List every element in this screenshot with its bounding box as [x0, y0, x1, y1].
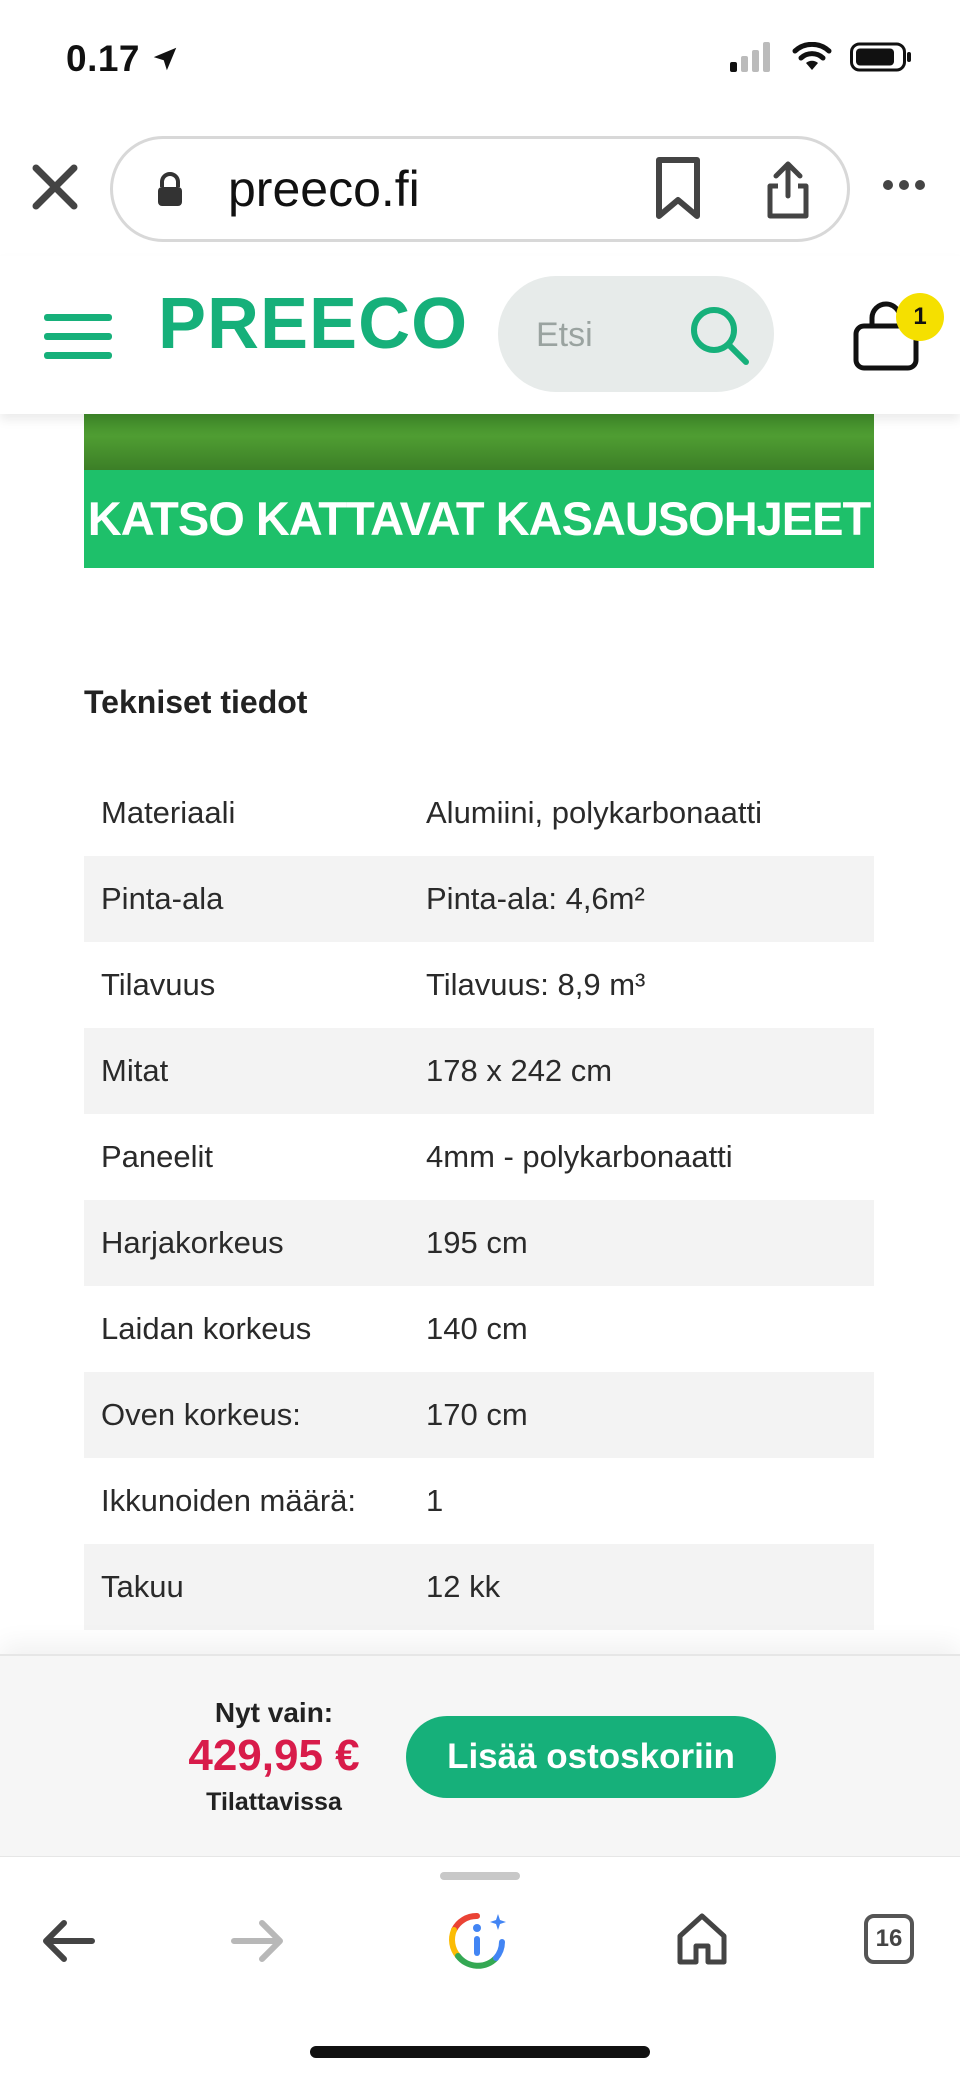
- status-time: [66, 38, 180, 80]
- spec-value: 4mm - polykarbonaatti: [426, 1139, 733, 1174]
- table-row: [84, 1286, 874, 1372]
- more-icon[interactable]: [880, 170, 928, 200]
- menu-icon[interactable]: [44, 312, 112, 362]
- spec-value: 195 cm: [426, 1225, 528, 1260]
- spec-label: Harjakorkeus: [101, 1225, 284, 1260]
- forward-arrow-icon[interactable]: [228, 1916, 288, 1966]
- table-row: [84, 856, 874, 942]
- wifi-icon: [792, 42, 832, 72]
- spec-value: Pinta-ala: 4,6m²: [426, 881, 645, 916]
- home-icon[interactable]: [674, 1910, 730, 1966]
- spec-label: Oven korkeus:: [101, 1397, 301, 1432]
- spec-value: 1: [426, 1483, 444, 1518]
- google-lens-icon[interactable]: [444, 1908, 510, 1974]
- spec-title: Tekniset tiedot: [84, 684, 308, 720]
- search-icon[interactable]: [688, 304, 752, 368]
- cart-count-badge: 1: [896, 293, 944, 341]
- spec-value: 170 cm: [426, 1397, 528, 1432]
- site-header: [0, 256, 960, 414]
- location-arrow-icon: [150, 44, 180, 74]
- toolbar-grabber[interactable]: [440, 1872, 520, 1880]
- spec-label: Mitat: [101, 1053, 169, 1088]
- site-logo[interactable]: PREECO: [158, 284, 469, 364]
- table-row: [84, 942, 874, 1028]
- spec-label: Takuu: [101, 1569, 184, 1604]
- table-row: [84, 1028, 874, 1114]
- spec-table: [84, 770, 874, 1630]
- table-row: [84, 1200, 874, 1286]
- spec-value: Tilavuus: 8,9 m³: [426, 967, 646, 1002]
- signal-icon: [730, 42, 774, 72]
- bookmark-icon[interactable]: [654, 156, 702, 220]
- price-prefix: Nyt vain:: [214, 1697, 334, 1728]
- search-placeholder[interactable]: Etsi: [536, 316, 593, 354]
- table-row: [84, 1372, 874, 1458]
- spec-label: Laidan korkeus: [101, 1311, 312, 1346]
- price: 429,95 €: [188, 1731, 360, 1780]
- spec-label: Pinta-ala: [101, 881, 224, 916]
- share-icon[interactable]: [764, 160, 812, 220]
- spec-label: Tilavuus: [101, 967, 216, 1002]
- table-row: [84, 1544, 874, 1630]
- home-indicator[interactable]: [310, 2046, 650, 2058]
- battery-icon: [850, 42, 912, 72]
- assembly-instructions-banner[interactable]: KATSO KATTAVAT KASAUSOHJEET: [84, 470, 874, 568]
- availability-status: Tilattavissa: [206, 1788, 342, 1816]
- spec-value: Alumiini, polykarbonaatti: [426, 795, 763, 830]
- back-arrow-icon[interactable]: [38, 1916, 98, 1966]
- add-to-cart-button[interactable]: Lisää ostoskoriin: [406, 1716, 776, 1798]
- spec-value: 178 x 242 cm: [426, 1053, 613, 1088]
- table-row: [84, 770, 874, 856]
- lock-icon: [156, 172, 184, 208]
- status-time-text: 0.17: [66, 38, 141, 79]
- spec-value: 12 kk: [426, 1569, 501, 1604]
- url-text[interactable]: preeco.fi: [228, 161, 420, 217]
- address-bar[interactable]: [110, 136, 850, 242]
- close-tab-button[interactable]: [28, 160, 82, 214]
- product-image-grass: [84, 414, 874, 470]
- spec-label: Materiaali: [101, 795, 236, 830]
- status-icons: [730, 42, 912, 72]
- close-icon: [28, 160, 82, 214]
- table-row: [84, 1458, 874, 1544]
- tab-count-button[interactable]: 16: [864, 1914, 914, 1964]
- spec-label: Paneelit: [101, 1139, 214, 1174]
- table-row: [84, 1114, 874, 1200]
- spec-value: 140 cm: [426, 1311, 528, 1346]
- spec-label: Ikkunoiden määrä:: [101, 1483, 357, 1518]
